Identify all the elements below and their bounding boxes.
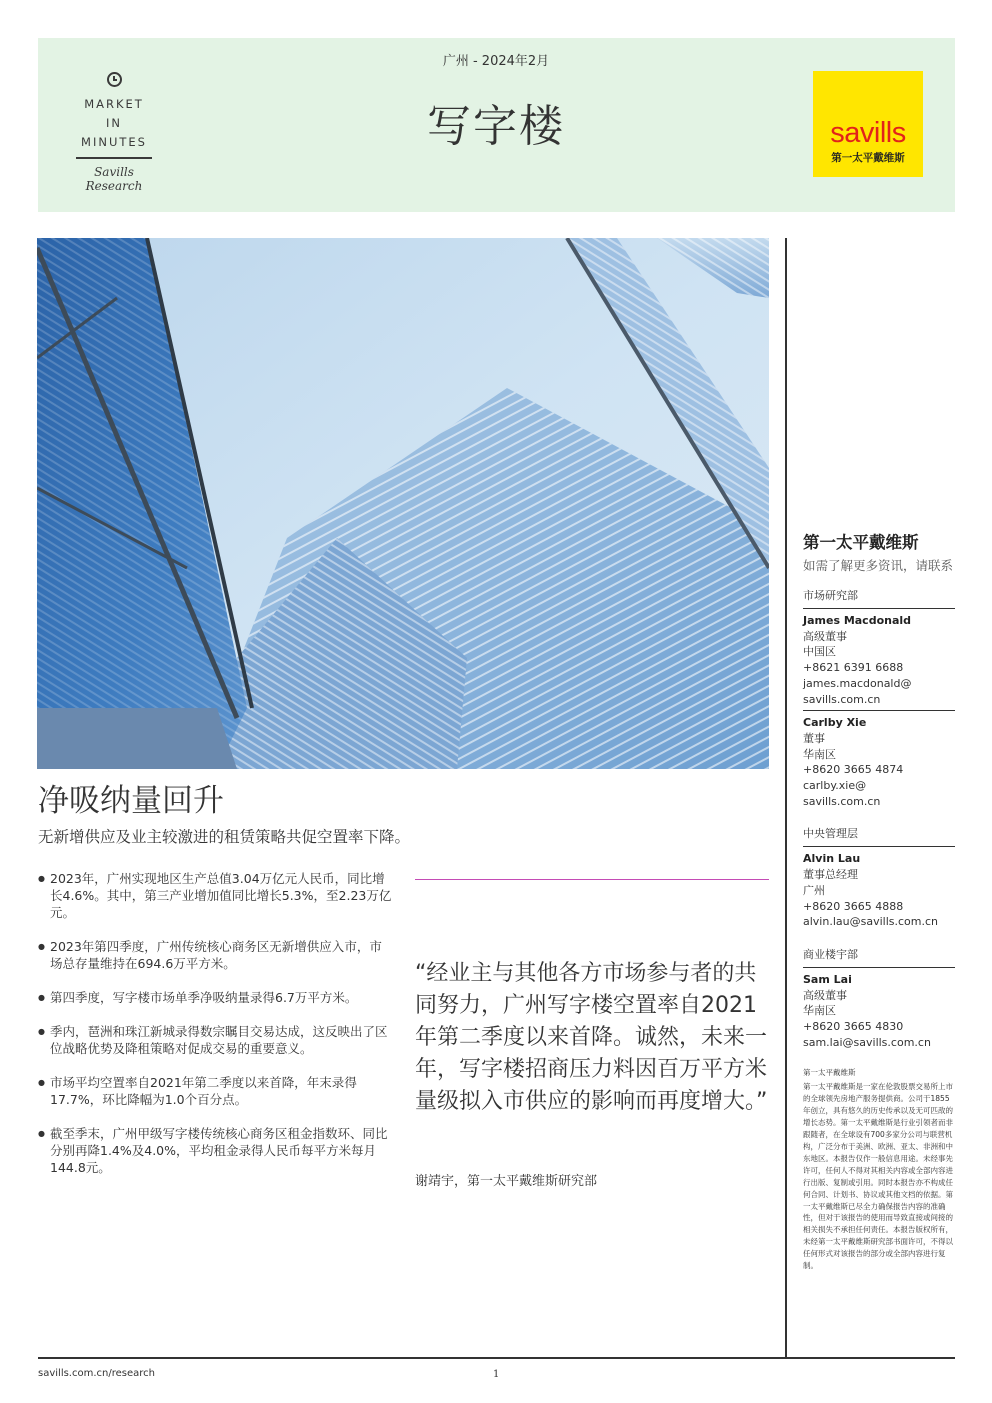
disclaimer-title: 第一太平戴维斯 (803, 1068, 856, 1078)
dept-heading: 商业楼宇部 (803, 947, 955, 968)
clock-icon (107, 72, 122, 87)
contact-phone: +8620 3665 4830 (803, 1020, 904, 1034)
headline: 净吸纳量回升 (38, 783, 224, 819)
dept-heading: 市场研究部 (803, 588, 955, 609)
key-points-list (38, 870, 394, 1193)
logo-line-2: IN (106, 116, 122, 130)
subheadline: 无新增供应及业主较激进的租赁策略共促空置率下降。 (38, 828, 411, 846)
column-divider (785, 238, 787, 1358)
contact-phone: +8621 6391 6688 (803, 661, 904, 675)
disclaimer-text: 第一太平戴维斯是一家在伦敦股票交易所上市的全球领先房地产服务提供商。公司于1855年创立，具有悠久的历史传承以及无可匹敌的增长态势。第一太平戴维斯是行业引领者而非跟随者，在全球设有700多家分公司与联营机构，广泛分布于美洲、欧洲、亚太、非洲和中东地区。本报告仅作一般信息用途。未经事先许可，任何人不得对其相关内容或全部内容进行出版、复制或引用。同时本报告亦不构成任何合同、计划书、协议或其他文档的依据。第一太平戴维斯已尽全力确保报告内容的准确性，但对于该报告的使用而导致直接或间接的相关损失不承担任何责任。本报告版权所有，未经第一太平戴维斯研究部书面许可，不得以任何形式对该报告的部分或全部内容进行复制。 (803, 1082, 953, 1271)
contact-name: Carlby Xie (803, 716, 867, 730)
key-point: ● 截至季末，广州甲级写字楼传统核心商务区租金指数环、同比分别再降1.4%及4.0%，平均租金录得人民币每平方米每月144.8元。 (38, 1125, 394, 1176)
footer-url-link[interactable]: savills.com.cn/research (38, 1368, 155, 1379)
logo-line-3: MINUTES (81, 135, 147, 149)
key-point: ● 2023年第四季度，广州传统核心商务区无新增供应入市，市场总存量维持在694.6万平方米。 (38, 938, 394, 972)
sidebar-brand: 第一太平戴维斯 (803, 533, 919, 552)
contact-name: Alvin Lau (803, 852, 861, 866)
contact-title: 高级董事 (803, 629, 847, 643)
logo-line-1: MARKET (84, 97, 144, 111)
contact-sidebar (803, 531, 955, 1272)
contact-phone: +8620 3665 4888 (803, 899, 904, 913)
quote-attribution: 谢靖宇，第一太平戴维斯研究部 (415, 1174, 598, 1189)
page-title: 写字楼 (427, 101, 565, 152)
contact-name: James Macdonald (803, 614, 912, 627)
contact-region: 华南区 (803, 1004, 836, 1018)
contact-email-domain[interactable]: savills.com.cn (803, 794, 881, 808)
contact-card (803, 847, 955, 933)
savills-logo (813, 71, 923, 177)
savills-logo-word: savills (830, 117, 906, 149)
contact-title: 董事 (803, 731, 825, 745)
logo-divider (76, 157, 152, 159)
page-number: 1 (493, 1369, 500, 1380)
logo-research: Savills Research (85, 164, 143, 193)
contact-region: 中国区 (803, 645, 836, 659)
contact-card (803, 609, 955, 711)
dept-heading: 中央管理层 (803, 826, 955, 847)
key-point: ● 第四季度，写字楼市场单季净吸纳量录得6.7万平方米。 (38, 989, 394, 1006)
key-point: ● 2023年，广州实现地区生产总值3.04万亿元人民币，同比增长4.6%。其中，第三产业增加值同比增长5.3%，至2.23万亿元。 (38, 870, 394, 921)
sidebar-contact-note: 如需了解更多资讯，请联系 (803, 558, 954, 573)
quote-divider (415, 879, 769, 880)
contact-region: 广州 (803, 883, 825, 897)
contact-name: Sam Lai (803, 972, 852, 986)
contact-email[interactable]: alvin.lau@savills.com.cn (803, 915, 938, 929)
contact-phone: +8620 3665 4874 (803, 763, 904, 777)
contact-card (803, 968, 955, 1054)
skyscraper-photo (37, 238, 769, 769)
pull-quote: “经业主与其他各方市场参与者的共同努力，广州写字楼空置率自2021年第二季度以来首降。诚然，未来一年，写字楼招商压力料因百万平方米量级拟入市供应的影响而再度增大。” (415, 961, 768, 1114)
contact-email-domain[interactable]: savills.com.cn (803, 692, 881, 706)
contact-title: 高级董事 (803, 988, 847, 1002)
key-point: ● 季内，琶洲和珠江新城录得数宗瞩目交易达成，这反映出了区位战略优势及降租策略对促成交易的重要意义。 (38, 1023, 394, 1057)
dateline: 广州 - 2024年2月 (442, 54, 550, 69)
contact-email[interactable]: carlby.xie@ (803, 779, 867, 793)
footer-divider (38, 1357, 955, 1359)
contact-email[interactable]: james.macdonald@ (803, 676, 912, 690)
contact-region: 华南区 (803, 747, 836, 761)
contact-title: 董事总经理 (803, 868, 858, 882)
key-point: ● 市场平均空置率自2021年第二季度以来首降，年末录得17.7%，环比降幅为1.0个百分点。 (38, 1074, 394, 1108)
contact-card (803, 711, 955, 812)
contact-email[interactable]: sam.lai@savills.com.cn (803, 1035, 931, 1049)
savills-logo-cn: 第一太平戴维斯 (831, 152, 905, 164)
